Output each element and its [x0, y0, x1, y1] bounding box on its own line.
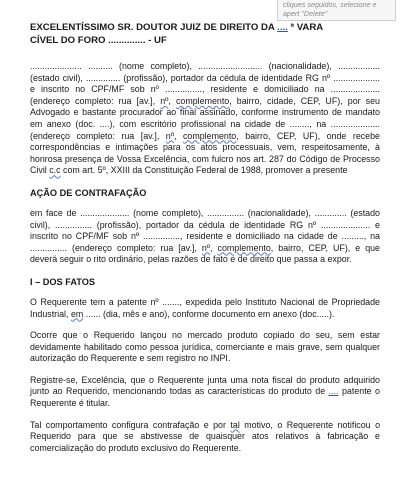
section-title-acao: AÇÃO DE CONTRAFAÇÃO: [30, 187, 147, 198]
facts-paragraph-2: Ocorre que o Requerido lançou no mercado produto copiado do seu, sem estar devidamente habilitado como pessoa jurídica, comerciante e mais grave, sem qualquer autorização do Requerente e sem registro no INPI.: [30, 330, 380, 364]
section-title-fatos: I – DOS FATOS: [30, 276, 96, 287]
spellcheck-word: em: [70, 308, 84, 319]
facts-paragraph-3: Registre-se, Excelência, que o Requerente junta uma nota fiscal do produto adquirido junto ao Requerido, mencionando todas as características do produto de .... patente o Requerente é titular.: [30, 374, 380, 409]
spellcheck-word: nº: [160, 95, 169, 106]
spellcheck-word: complemento: [217, 242, 271, 253]
qualification-paragraph: ..................... .......... (nome completo), .......................... (nacionalidade), ................. (estado civil), .............. (profissão), portador da cédula de identidade RG nº ................... e inscrito no CPF/MF sob nº ..............., residente e domiciliado na .................... (endereço completo: rua [av.], nº, complemento, bairro, cidade, CEP, UF), por seu Advogado e bastante procurador ao final assinado, conforme instrumento de mandato em anexo (doc. ....), com escritório profissional na cidade de ........, na .................... (endereço completo: rua [av.], nº, complemento, bairro, CEP, UF), onde recebe correspondências e intimações para os atos processuais, vem, respeitosamente, à honrosa presença de Vossa Excelência, com fulcro nos art. 287 do Código de Processo Civil c.c com art. 5º, XXIII da Constituição Federal de 1988, promover a presente: [30, 61, 380, 176]
court-header-text-end: ª VARA CÍVEL DO FORO .............. - UF: [30, 22, 323, 46]
spellcheck-word: nº: [165, 130, 174, 141]
spellcheck-word: c.c: [49, 165, 61, 176]
spellcheck-word: complemento: [182, 130, 237, 141]
spellcheck-word: tal: [230, 419, 240, 430]
court-header: [30, 22, 330, 47]
spellcheck-word: complemento: [175, 95, 230, 106]
defendant-paragraph: em face de .................... (nome completo), ............... (nacionalidade), ............. (estado civil), ............... (profissão), portador da cédula de identidade RG nº .................... e inscrito no CPF/MF sob nº ..............., residente e domiciliado na cidade de ........., na ............... (endereço completo: rua [av.], nº, complemento, bairro, CEP, UF), e que deverá seguir o rito ordinário, pelas razões de fato e de direito que passa a expor.: [30, 207, 380, 265]
facts-paragraph-4: Tal comportamento configura contrafação e por tal motivo, o Requerente notificou o Requerido para que se abstivesse de quaisquer atos relativos à fabricação e comercialização do produto exclusivo do Requerente.: [30, 419, 381, 453]
facts-paragraph-1: O Requerente tem a patente nº ......., expedida pelo Instituto Nacional de Propriedade Industrial, em ...... (dia, mês e ano), conforme documento em anexo (doc.....).: [30, 296, 380, 319]
vara-number-blank[interactable]: ....: [277, 22, 288, 33]
product-blank[interactable]: ....: [328, 386, 339, 397]
spellcheck-word: nº: [201, 242, 211, 253]
edit-hint-tooltip: cliques seguidos, selecione e apert "Delete": [277, 0, 396, 21]
court-header-text: EXCELENTÍSSIMO SR. DOUTOR JUIZ DE DIREITO DA: [30, 22, 278, 33]
